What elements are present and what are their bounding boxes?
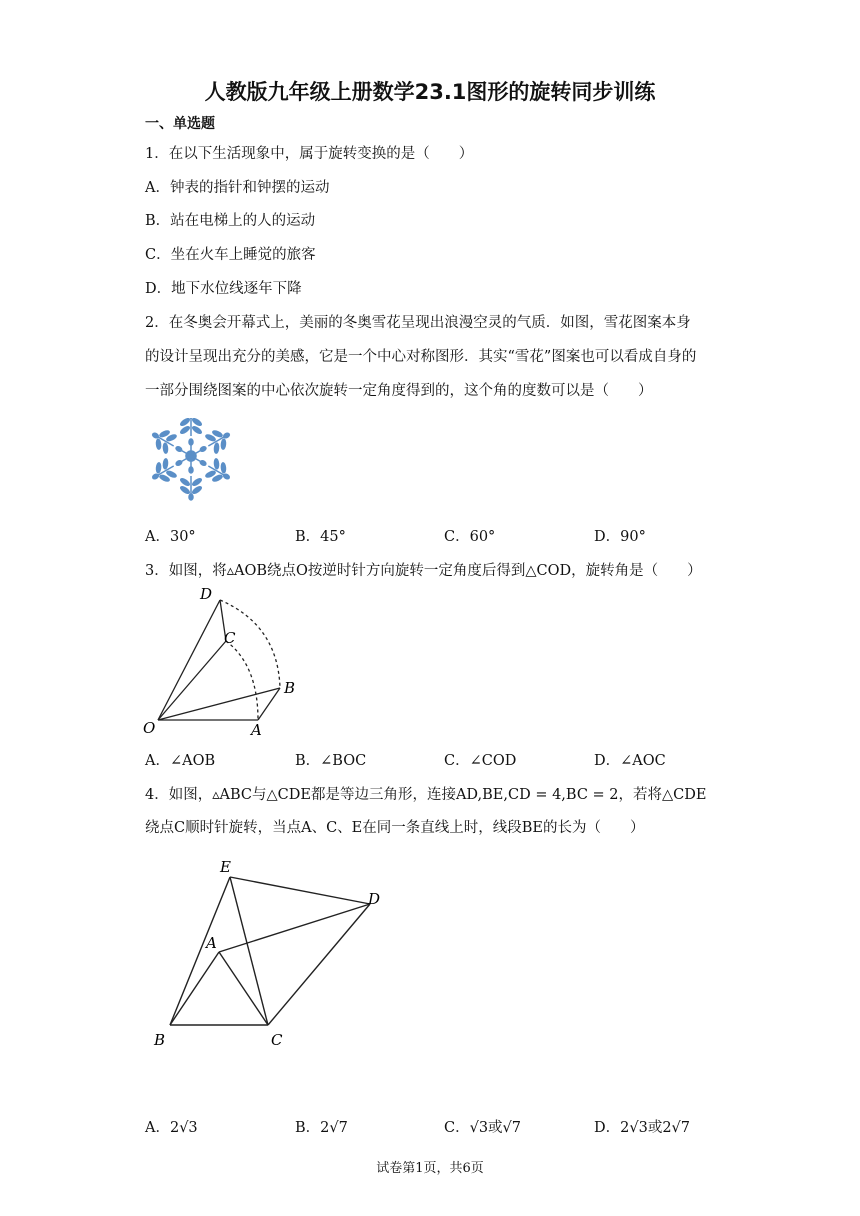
q2-stem-line1: 2．在冬奥会开幕式上，美丽的冬奥雪花呈现出浪漫空灵的气质．如图，雪花图案本身 xyxy=(145,315,691,331)
q3-label-c: C xyxy=(224,629,236,647)
q4-option-b: B．2√7 xyxy=(295,1120,348,1136)
q3-option-c: C．∠COD xyxy=(444,753,517,769)
q3-label-o: O xyxy=(143,719,156,737)
q1-option-d: D．地下水位线逐年下降 xyxy=(145,281,302,297)
q2-stem-line3: 一部分围绕图案的中心依次旋转一定角度得到的，这个角的度数可以是（ ） xyxy=(145,383,653,399)
q4-label-c: C xyxy=(271,1031,283,1049)
q3-option-d: D．∠AOC xyxy=(594,753,666,769)
q2-stem-line2: 的设计呈现出充分的美感，它是一个中心对称图形．其实“雪花”图案也可以看成自身的 xyxy=(145,349,697,365)
q3-label-d: D xyxy=(200,585,213,603)
q1-option-b: B．站在电梯上的人的运动 xyxy=(145,213,316,229)
q4-label-e: E xyxy=(220,858,231,876)
q2-option-c: C．60° xyxy=(444,529,496,545)
q4-option-a: A．2√3 xyxy=(145,1120,198,1136)
q3-label-b: B xyxy=(284,679,296,697)
q4-stem-line1: 4．如图，▵ABC与△CDE都是等边三角形，连接AD,BE,CD = 4,BC = 2，若将△CDE xyxy=(145,787,707,803)
q2-option-d: D．90° xyxy=(594,529,646,545)
q3-option-b: B．∠BOC xyxy=(295,753,367,769)
q4-option-d: D．2√3或2√7 xyxy=(594,1120,691,1136)
q4-label-a: A xyxy=(206,934,217,952)
q3-figure xyxy=(138,585,308,740)
q4-figure xyxy=(148,852,393,1052)
q2-option-a: A．30° xyxy=(145,529,196,545)
q4-label-b: B xyxy=(154,1031,166,1049)
page-footer: 试卷第1页，共6页 xyxy=(376,1161,484,1176)
q4-label-d: D xyxy=(368,890,381,908)
q1-option-a: A．钟表的指针和钟摆的运动 xyxy=(145,180,330,196)
q1-stem: 1．在以下生活现象中，属于旋转变换的是（ ） xyxy=(145,146,474,162)
q3-label-a: A xyxy=(251,721,262,739)
q2-option-b: B．45° xyxy=(295,529,346,545)
q3-stem: 3．如图，将▵AOB绕点O按逆时针方向旋转一定角度后得到△COD，旋转角是（ ） xyxy=(145,563,702,579)
page-title: 人教版九年级上册数学23.1图形的旋转同步训练 xyxy=(204,80,656,104)
q4-option-c: C．√3或√7 xyxy=(444,1120,522,1136)
q3-option-a: A．∠AOB xyxy=(145,753,216,769)
q1-option-c: C．坐在火车上睡觉的旅客 xyxy=(145,247,316,263)
section-heading: 一、单选题 xyxy=(145,116,215,132)
q4-stem-line2: 绕点C顺时针旋转，当点A、C、E在同一条直线上时，线段BE的长为（ ） xyxy=(145,820,645,836)
snowflake-figure xyxy=(142,418,240,510)
